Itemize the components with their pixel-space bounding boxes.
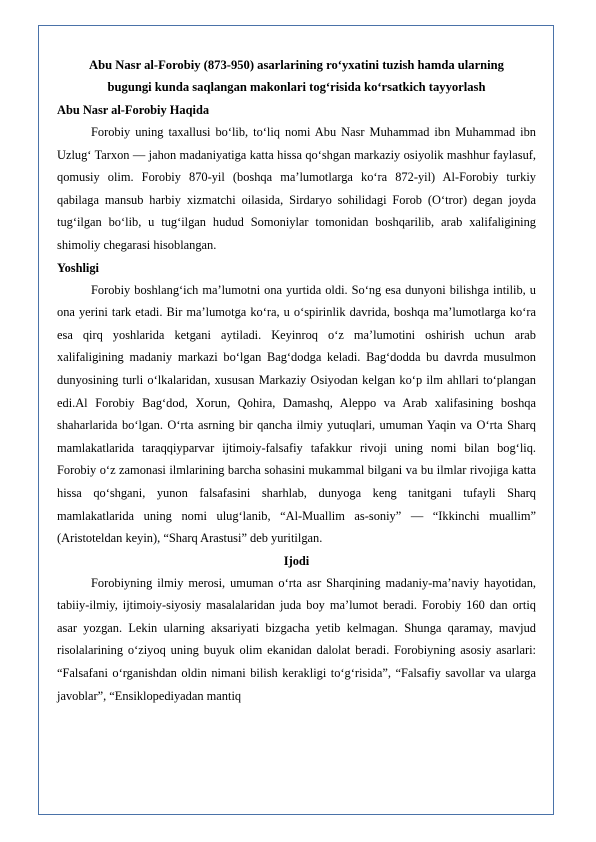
title-line-2: bugungi kunda saqlangan makonlari tog‘risida ko‘rsatkich tayyorlash: [107, 80, 486, 94]
paragraph-youth: Forobiy boshlang‘ich ma’lumotni ona yurtida oldi. So‘ng esa dunyoni bilishga intilib, u ona yerini tark etadi. Bir ma’lumotga ko‘ra, u o‘spirinlik davrida, boshqa ma’lumotlarga ko‘ra esa qirq yoshlarida ketgani aytiladi. Keyinroq o‘z ma’lumotini oshirish uchun arab xalifaligining madaniy markazi bo‘lgan Bag‘dodga keladi. Bag‘dodda bu davrda musulmon dunyosining turli o‘lkalaridan, xususan Markaziy Osiyodan kelgan ko‘p ilm ahllari to‘plangan edi.Al Forobiy Bag‘dod, Xorun, Qohira, Damashq, Aleppo va Arab xalifasining boshqa shaharlarida bo‘lgan. O‘rta asrning bir qancha ilmiy yutuqlari, umuman Yaqin va O‘rta Sharq mamlakatlarida taraqqiyparvar ijtimoiy-falsafiy tafakkur rivoji uning nomi bilan bog‘liq. Forobiy o‘z zamonasi ilmlarining barcha sohasini mukammal bilgani va bu ilmlar rivojiga katta hissa qo‘shgani, yunon falsafasini sharhlab, dunyoga keng tanitgani tufayli Sharq mamlakatlarida uning nomi ulug‘lanib, “Al-Muallim as-soniy” — “Ikkinchi muallim” (Aristoteldan keyin), “Sharq Arastusi” deb yuritilgan.: [57, 282, 536, 546]
document-title: [57, 54, 536, 98]
paragraph-about: Forobiy uning taxallusi bo‘lib, to‘liq nomi Abu Nasr Muhammad ibn Muhammad ibn Uzlug‘ Tarxon — jahon madaniyatiga katta hissa qo‘shgan markaziy osiyolik mashhur faylasuf, qomusiy olim. Forobiy 870-yil (boshqa ma’lumotlarga ko‘ra 872-yil) Al-Forobiy turkiy qabilaga mansub harbiy xizmatchi oilasida, Sirdaryo sohilidagi Forob (O‘tror) degan joyda tug‘ilgan bo‘lib, u tug‘ilgan hudud Somoniylar tomonidan boshqarilib, arab xalifaligining shimoliy chegarasi hisoblangan.: [57, 125, 536, 252]
paragraph-works: Forobiyning ilmiy merosi, umuman o‘rta asr Sharqining madaniy-ma’naviy hayotidan, tabiiy-ilmiy, ijtimoiy-siyosiy masalalaridan juda boy ma’lumot beradi. Forobiy 160 dan ortiq asar yozgan. Lekin ularning aksariyati bizgacha yetib kelmagan. Shunga qaramay, mavjud risolalarining o‘ziyoq uning buyuk olim ekanidan dalolat beradi. Forobiyning asosiy asarlari: “Falsafani o‘rganishdan oldin nimani bilish kerakligi to‘g‘risida”, “Falsafiy savollar va ularga javoblar”, “Ensiklopediyadan mantiq: [57, 575, 536, 703]
document-body: [57, 54, 536, 707]
section-heading-youth: Yoshligi: [57, 260, 100, 275]
section-heading-about: Abu Nasr al-Forobiy Haqida: [57, 103, 210, 117]
section-heading-works: Ijodi: [283, 553, 310, 568]
title-line-1: Abu Nasr al-Forobiy (873-950) asarlarining ro‘yxatini tuzish hamda ularning: [89, 58, 504, 72]
